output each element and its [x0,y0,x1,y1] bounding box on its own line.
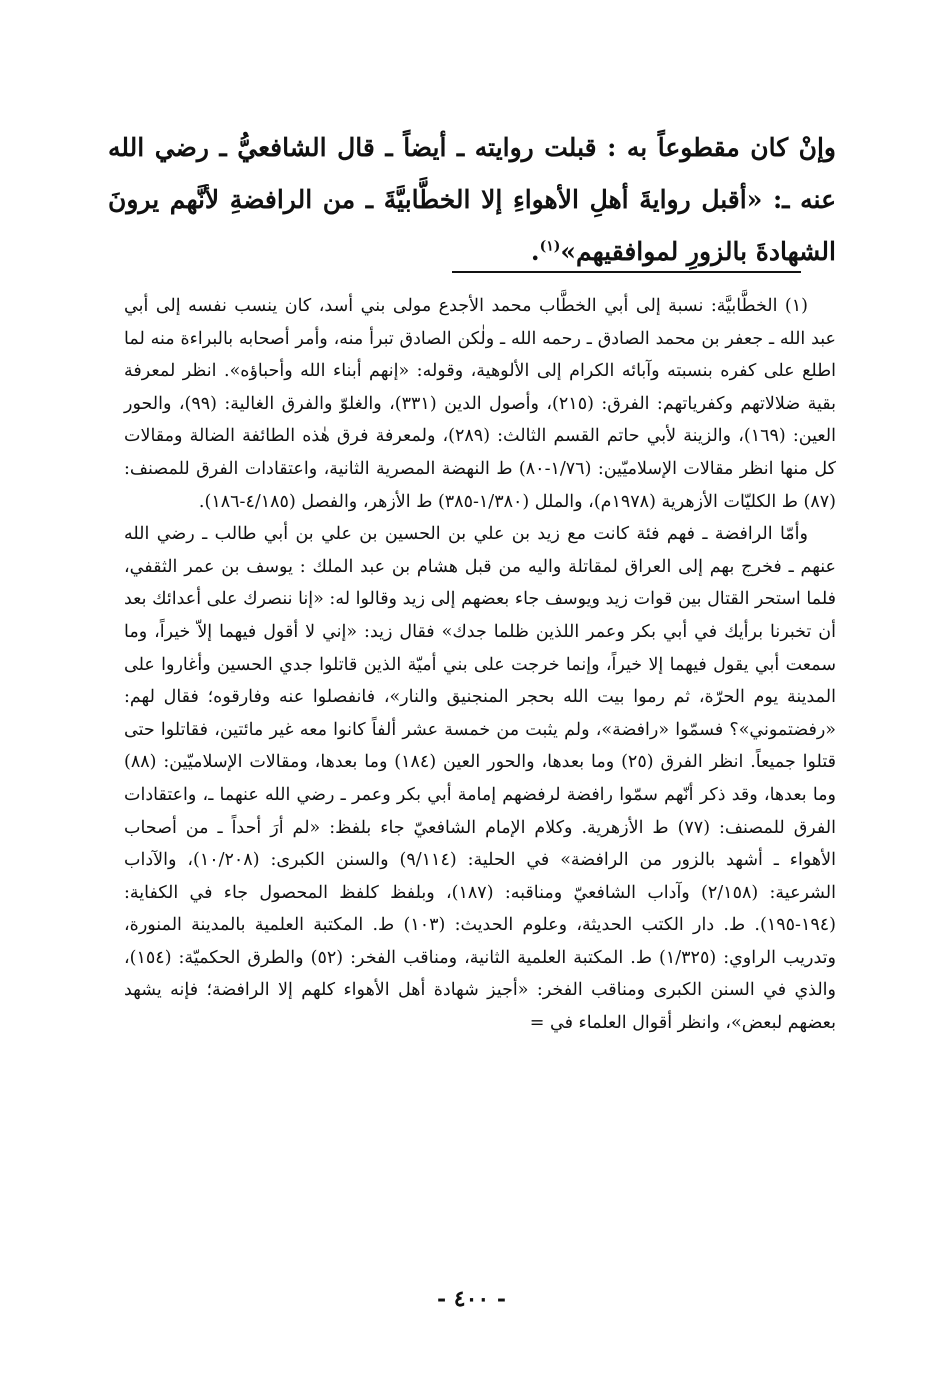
main-paragraph-end: . [530,237,540,266]
main-paragraph [108,122,836,278]
footnote-separator [452,271,801,273]
footnote-paragraph-2: وأمّا الرافضة ـ فهم فئة كانت مع زيد بن علي بن الحسين بن علي بن أبي طالب ـ رضي الله عنهم ـ فخرج بهم إلى العراق لمقاتلة واليه من قبل هشام بن عبد الملك : يوسف بن عمر الثقفي، فلما استحر القتال بين قوات زيد ويوسف جاء بعضهم إلى زيد وقالوا له: «إنا ننصرك على أعدائك بعد أن تخبرنا برأيك في أبي بكر وعمر اللذين ظلما جدك» فقال زيد: «إني لا أقول فيهما إلاّ خيراً، وما سمعت أبي يقول فيهما إلا خيراً، وإنما خرجت على بني أميّة الذين قاتلوا جدي الحسين وأغاروا على المدينة يوم الحرّة، ثم رموا بيت الله بحجر المنجنيق والنار»، فانفصلوا عنه وفارقوه؛ فقال لهم: «رفضتموني»؟ فسمّوا «رافضة»، ولم يثبت من خمسة عشر ألفاً كانوا معه غير مائتين، فقاتلوا حتى قتلوا جميعاً. انظر الفرق (٢٥) وما بعدها، والحور العين (١٨٤) وما بعدها، ومقالات الإسلاميّين: (٨٨) وما بعدها، وقد ذكر أنّهم سمّوا رافضة لرفضهم إمامة أبي بكر وعمر ـ رضي الله عنهما ـ، واعتقادات الفرق للمصنف: (٧٧) ط الأزهرية. وكلام الإمام الشافعيّ جاء بلفظ: «لم أرَ أحداً ـ من أصحاب الأهواء ـ أشهد بالزور من الرافضة» في الحلية: (٩/١١٤) والسنن الكبرى: (١٠/٢٠٨)، والآداب الشرعية: (٢/١٥٨) وآداب الشافعيّ ومناقبه: (١٨٧)، وبلفظ كلفظ المحصول جاء في الكفاية: (١٩٤-١٩٥). ط. دار الكتب الحديثة، وعلوم الحديث: (١٠٣) ط. المكتبة العلمية بالمدينة المنورة، وتدريب الراوي: (١/٣٢٥) ط. المكتبة العلمية الثانية، ومناقب الفخر: (٥٢) والطرق الحكميّة: (١٥٤)، والذي في السنن الكبرى ومناقب الفخر: «أجيز شهادة أهل الأهواء كلهم إلا الرافضة؛ فإنه يشهد بعضهم لبعض»، وانظر أقوال العلماء في = [124,524,836,1034]
page-number: - ٤٠٠ - [436,1286,507,1312]
footnote-reference: (١) [539,238,561,255]
footnote-paragraph-1: (١) الخطَّابيَّة: نسبة إلى أبي الخطَّاب محمد الأجدع مولى بني أسد، كان ينسب نفسه إلى أبي عبد الله ـ جعفر بن محمد الصادق ـ رحمه الله ـ ولٰكن الصادق تبرأ منه، وأمر أصحابه بالبراءة منه لما اطلع على كفره بنسبته وآبائه الكرام إلى الألوهية، وقوله: «إنهم أبناء الله وأحباؤه». انظر لمعرفة بقية ضلالاتهم وكفرياتهم: الفرق: (٢١٥)، وأصول الدين (٣٣١)، والغلوّ والفرق الغالية: (٩٩)، والحور العين: (١٦٩)، والزينة لأبي حاتم القسم الثالث: (٢٨٩)، ولمعرفة فرق هٰذه الطائفة الضالة ومقالات كل منها انظر مقالات الإسلاميّين: (١/٧٦-٨٠) ط النهضة المصرية الثانية، واعتقادات الفرق للمصنف: (٨٧) ط الكليّات الأزهرية (١٩٧٨م)، والملل (١/٣٨٠-٣٨٥) ط الأزهر، والفصل (٤/١٨٥-١٨٦). [124,296,836,512]
main-paragraph-text: وإنْ كان مقطوعاً به : قبلت روايته ـ أيضاً ـ قال الشافعيُّ ـ رضي الله عنه ـ: «أقبل روايةَ أهلِ الأهواءِ إلا الخطَّابيَّةَ ـ من الرافضةِ لأنَّهم يرونَ الشهادةَ بالزورِ لموافقيهم» [108,133,836,266]
footnotes-section [124,290,836,1040]
